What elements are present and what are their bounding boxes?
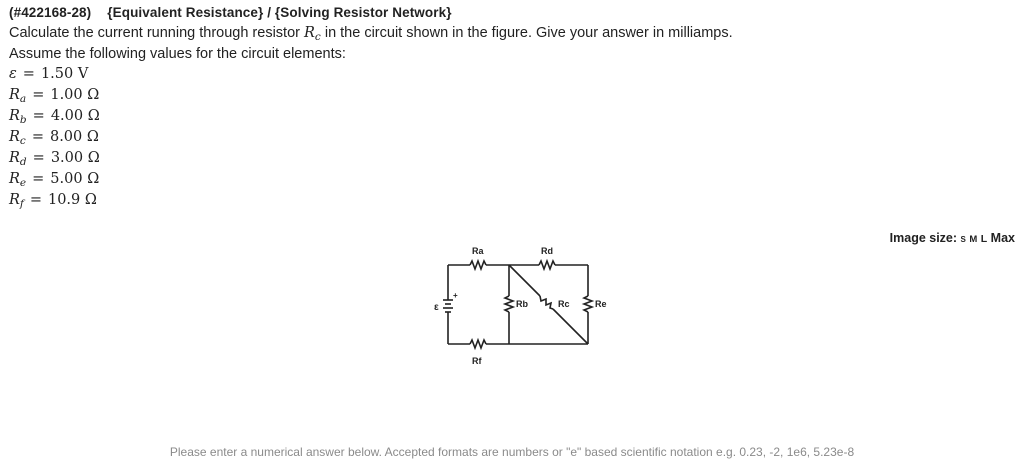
value-row-re: $R_e = 5.00$ Ω [9, 171, 100, 189]
value-row-rc: $R_c = 8.00$ Ω [9, 129, 99, 147]
label-re: Re [595, 299, 607, 309]
resistor-rb [505, 296, 513, 312]
resistor-rd [539, 261, 555, 269]
resistor-rf [470, 340, 486, 348]
problem-prompt [9, 25, 733, 43]
problem-id: (#422168-28) [9, 5, 92, 20]
resistor-ra [470, 261, 486, 269]
problem-topic: {Equivalent Resistance} / {Solving Resistor Network} [107, 5, 452, 20]
label-plus: + [453, 291, 458, 300]
label-ra: Ra [472, 246, 484, 256]
value-row-ra: $R_a = 1.00$ Ω [9, 87, 100, 105]
value-row-emf: ε = 1.50 V [9, 66, 89, 82]
image-size-selector [890, 231, 1015, 245]
label-rc: Rc [558, 299, 570, 309]
circuit-figure [420, 240, 620, 370]
value-row-rf: $R_f = 10.9$ Ω [9, 192, 97, 210]
label-rd: Rd [541, 246, 553, 256]
label-rf: Rf [472, 356, 482, 366]
prompt-symbol: $R_c$ [304, 25, 321, 43]
image-size-s[interactable]: S [960, 235, 966, 244]
resistor-rc [540, 296, 553, 309]
assume-text: Assume the following values for the circuit elements: [9, 46, 346, 62]
resistor-re [584, 296, 592, 312]
prompt-before: Calculate the current running through resistor [9, 25, 304, 41]
problem-header [9, 5, 452, 20]
label-emf: ε [434, 302, 439, 313]
value-list [9, 64, 100, 211]
value-row-rd: $R_d = 3.00$ Ω [9, 150, 100, 168]
wire-diag-bottom [553, 309, 588, 344]
value-row-rb: $R_b = 4.00$ Ω [9, 108, 100, 126]
image-size-m[interactable]: M [969, 234, 978, 245]
prompt-after: in the circuit shown in the figure. Give your answer in milliamps. [320, 25, 733, 41]
wire-diag-top [509, 265, 540, 296]
image-size-max[interactable]: Max [990, 231, 1015, 245]
image-size-l[interactable]: L [980, 233, 988, 245]
answer-instructions: Please enter a numerical answer below. Accepted formats are numbers or "e" based scientific notation e.g. 0.23, -2, 1e6, 5.23e-8 [169, 445, 855, 459]
image-size-label: Image size: [889, 231, 958, 245]
label-rb: Rb [516, 299, 528, 309]
